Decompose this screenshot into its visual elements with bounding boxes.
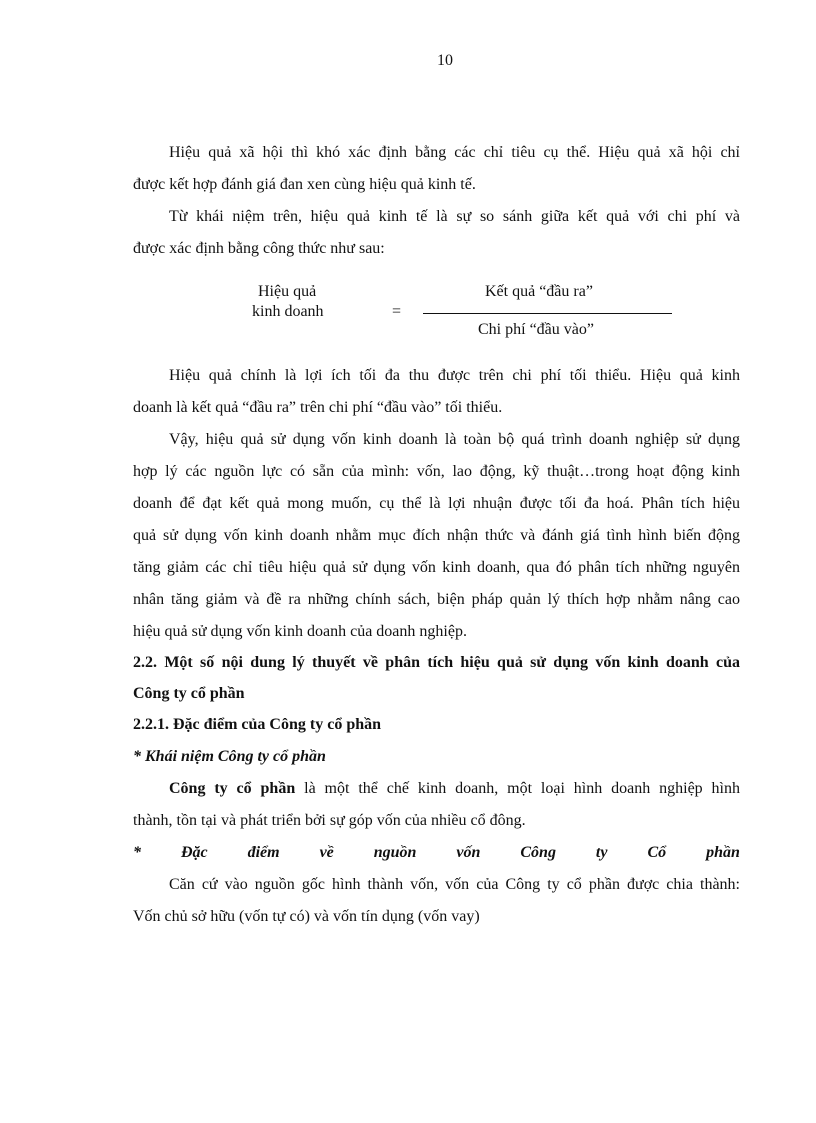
- page-number: 10: [437, 52, 453, 69]
- subheading-word: phần: [706, 844, 740, 861]
- paragraph-line: hợp lý các nguồn lực có sẵn của mình: vốn, lao động, kỹ thuật…trong hoạt động kinh: [133, 463, 740, 480]
- paragraph-line: hiệu quả sử dụng vốn kinh doanh của doanh nghiệp.: [133, 623, 467, 640]
- formula-lhs-line2: kinh doanh: [252, 303, 324, 320]
- paragraph-line: thành, tồn tại và phát triển bởi sự góp vốn của nhiều cổ đông.: [133, 812, 526, 829]
- paragraph-line: Vốn chủ sở hữu (vốn tự có) và vốn tín dụng (vốn vay): [133, 908, 480, 925]
- subheading-word: điểm: [247, 844, 280, 861]
- paragraph-line: tăng giảm các chỉ tiêu hiệu quả sử dụng vốn kinh doanh, qua đó phân tích những nguyên: [133, 559, 740, 576]
- formula-numerator: Kết quả “đầu ra”: [485, 283, 593, 300]
- subheading-word: ty: [595, 844, 608, 861]
- fraction-bar: [423, 313, 672, 314]
- subheading-word: Công: [520, 844, 556, 861]
- concept-subheading: * Khái niệm Công ty cổ phần: [133, 748, 326, 765]
- concept-line: [169, 779, 740, 799]
- subsection-heading: 2.2.1. Đặc điểm của Công ty cổ phần: [133, 716, 382, 733]
- concept-term: Công ty cổ phần: [169, 780, 296, 797]
- section-heading: Công ty cổ phần: [133, 685, 245, 702]
- paragraph-line: được xác định bằng công thức như sau:: [133, 240, 385, 257]
- paragraph-line: doanh là kết quả “đầu ra” trên chi phí “đầu vào” tối thiểu.: [133, 399, 503, 416]
- paragraph-line: quả sử dụng vốn kinh doanh nhằm mục đích nhận thức và đánh giá tình hình biến động: [133, 527, 740, 544]
- formula-lhs-line1: Hiệu quả: [258, 283, 317, 300]
- subheading-word: *: [133, 844, 141, 861]
- concept-text: là một thể chế kinh doanh, một loại hình doanh nghiệp hình: [295, 780, 741, 797]
- paragraph-line: Hiệu quả xã hội thì khó xác định bằng các chỉ tiêu cụ thể. Hiệu quả xã hội chỉ: [169, 144, 740, 161]
- paragraph-line: Từ khái niệm trên, hiệu quả kinh tế là sự so sánh giữa kết quả với chi phí và: [169, 208, 740, 225]
- paragraph-line: Hiệu quả chính là lợi ích tối đa thu được trên chi phí tối thiểu. Hiệu quả kinh: [169, 367, 740, 384]
- paragraph-line: được kết hợp đánh giá đan xen cùng hiệu quả kinh tế.: [133, 176, 476, 193]
- section-heading: 2.2. Một số nội dung lý thuyết về phân tích hiệu quả sử dụng vốn kinh doanh của: [133, 654, 740, 671]
- paragraph-line: doanh để đạt kết quả mong muốn, cụ thể là lợi nhuận được tối đa hoá. Phân tích hiệu: [133, 495, 740, 512]
- subheading-word: về: [319, 844, 334, 861]
- paragraph-line: nhân tăng giảm và đề ra những chính sách, biện pháp quản lý thích hợp nhằm nâng cao: [133, 591, 740, 608]
- subheading-word: Cổ: [647, 844, 667, 861]
- subheading-word: vốn: [456, 844, 481, 861]
- subheading-word: nguồn: [373, 844, 417, 861]
- formula-denominator: Chi phí “đầu vào”: [478, 321, 594, 338]
- paragraph-line: Căn cứ vào nguồn gốc hình thành vốn, vốn của Công ty cổ phần được chia thành:: [169, 876, 740, 893]
- subheading-word: Đặc: [180, 844, 208, 861]
- formula-equals: =: [392, 303, 402, 320]
- paragraph-line: Vậy, hiệu quả sử dụng vốn kinh doanh là toàn bộ quá trình doanh nghiệp sử dụng: [169, 431, 740, 448]
- features-subheading: [133, 843, 740, 863]
